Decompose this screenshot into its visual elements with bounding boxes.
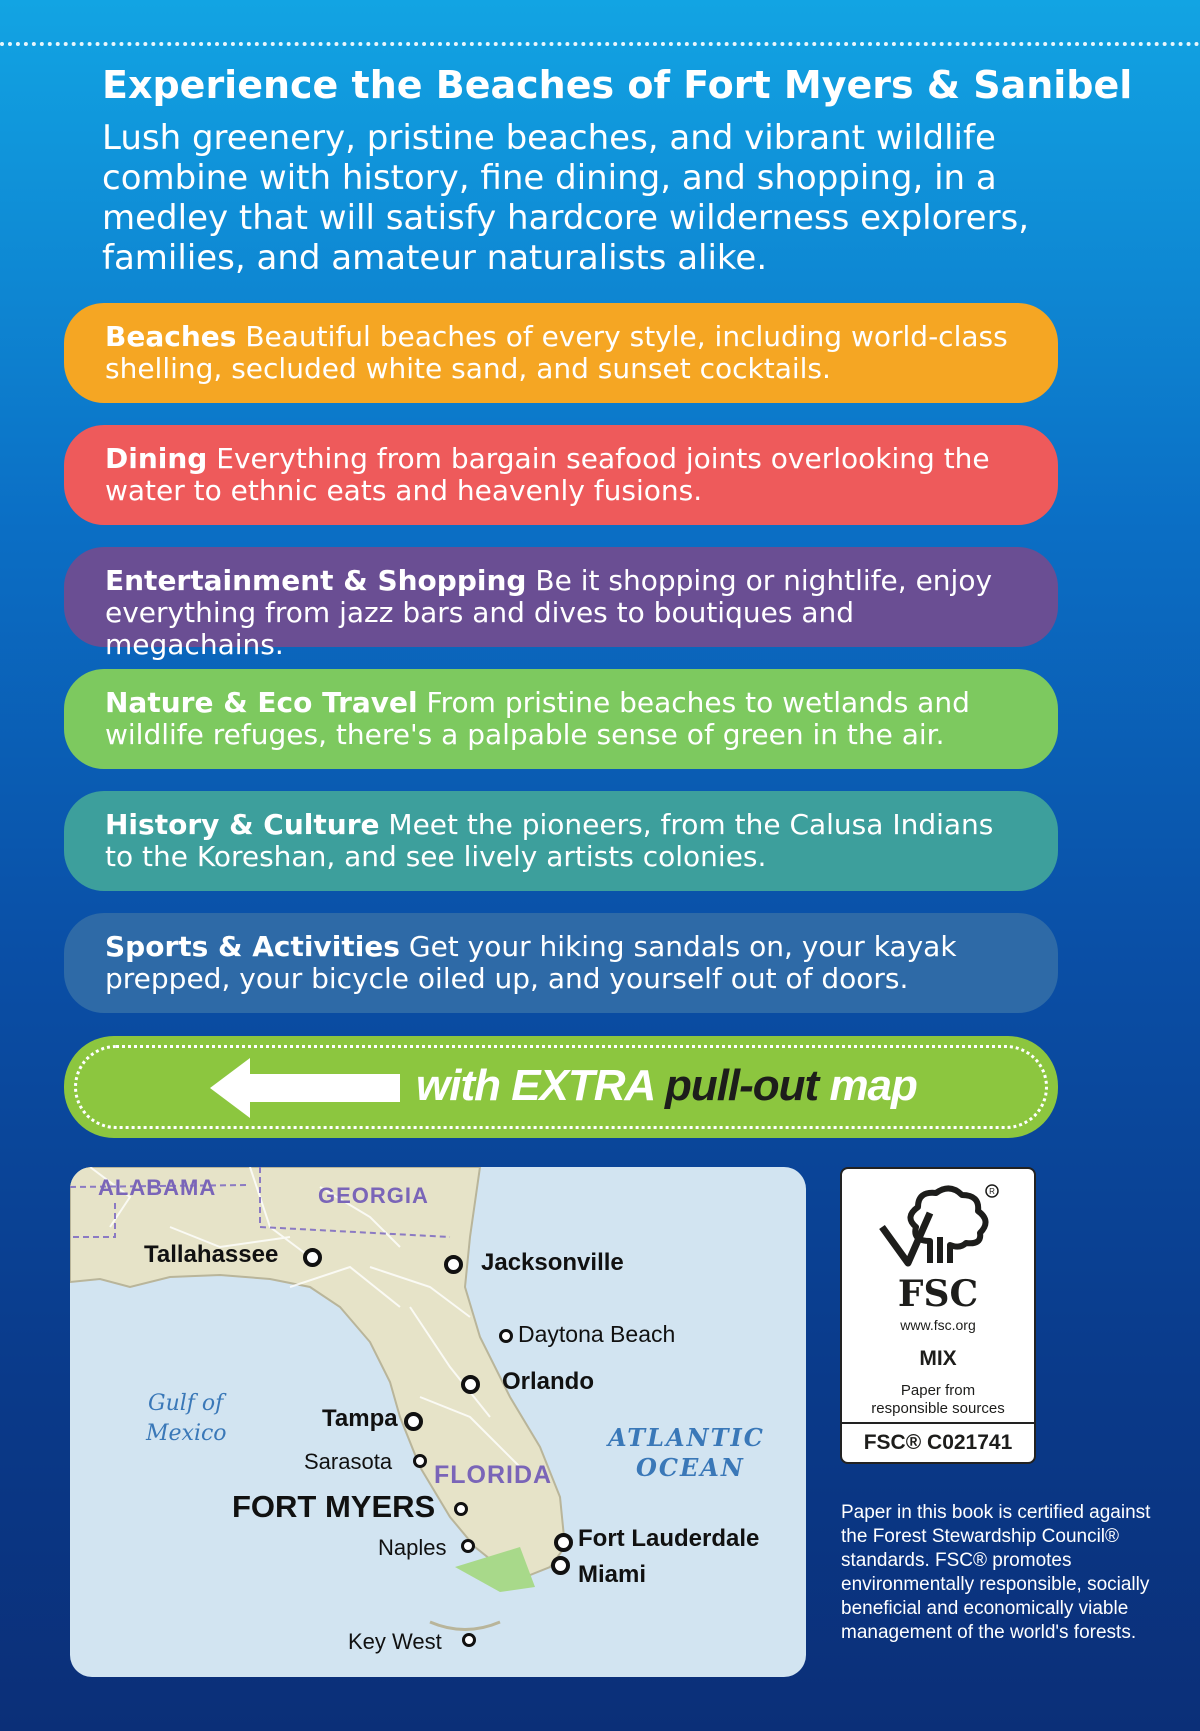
city-marker-orlando [461,1375,480,1394]
state-label-florida: FLORIDA [434,1461,553,1489]
fsc-mix: MIX [919,1347,957,1370]
intro-paragraph: Lush greenery, pristine beaches, and vibrant wildlife combine with history, fine dining, and shopping, in a medley that will satisfy hardcore wilderness explorers, families, and amateur naturalists alike. [102,118,1030,278]
city-label-key-west: Key West [348,1629,442,1654]
fsc-tree-icon [878,1183,1002,1275]
fsc-paper-line-2: responsible sources [871,1400,1005,1417]
fsc-logo-text: FSC [897,1273,979,1315]
state-label-alabama: ALABAMA [98,1175,217,1200]
category-text: Meet the pioneers, from the Calusa Indians to the Koreshan, and see lively artists colonies. [105,808,994,873]
city-label-fort-myers: FORT MYERS [232,1489,436,1524]
city-marker-jacksonville [444,1255,463,1274]
category-name: Nature & Eco Travel [105,686,418,719]
category-beaches [64,303,1058,403]
water-label-gulf-2: Mexico [146,1421,227,1446]
city-marker-tallahassee [303,1248,322,1267]
category-name: Dining [105,442,208,475]
city-label-orlando: Orlando [502,1368,595,1395]
banner-prefix: with EXTRA [416,1061,654,1110]
category-entertainment-shopping [64,547,1058,661]
water-label-atlantic-2: OCEAN [636,1453,745,1482]
category-text: Be it shopping or nightlife, enjoy everything from jazz bars and dives to boutiques and megachains. [105,564,993,661]
category-name: Beaches [105,320,237,353]
water-label-gulf-1: Gulf of [148,1391,224,1416]
fsc-code: FSC® C021741 [863,1431,1013,1454]
fsc-divider [842,1422,1034,1424]
category-text: Get your hiking sandals on, your kayak prepped, your bicycle oiled up, and yourself out of doors. [105,930,957,995]
state-label-georgia: GEORGIA [318,1183,429,1208]
city-marker-naples [461,1539,475,1553]
city-marker-sarasota [413,1454,427,1468]
city-label-jacksonville: Jacksonville [481,1249,624,1276]
city-marker-fort-myers [454,1502,468,1516]
page-title: Experience the Beaches of Fort Myers & Sanibel [102,63,1133,107]
category-dining [64,425,1058,525]
category-text: Everything from bargain seafood joints overlooking the water to ethnic eats and heavenly fusions. [105,442,990,507]
banner-text [416,1056,917,1116]
city-label-fort-lauderdale: Fort Lauderdale [578,1525,760,1552]
city-marker-tampa [404,1412,423,1431]
water-label-atlantic-1: ATLANTIC [608,1423,765,1452]
fsc-note: Paper in this book is certified against the Forest Stewardship Council® standards. FSC® promotes environmentally responsible, socially beneficial and economically viable management of the world's forests. [841,1502,1151,1643]
city-label-sarasota: Sarasota [304,1449,393,1474]
city-label-tampa: Tampa [322,1405,398,1432]
city-label-miami: Miami [578,1561,647,1588]
dotted-divider [0,42,1200,46]
svg-text:R: R [989,1187,995,1196]
category-nature-eco-travel [64,669,1058,769]
city-marker-miami [551,1556,570,1575]
category-name: Entertainment & Shopping [105,564,527,597]
category-name: History & Culture [105,808,380,841]
category-sports-activities [64,913,1058,1013]
banner-highlight: pull-out [664,1061,819,1110]
city-marker-key-west [462,1633,476,1647]
category-name: Sports & Activities [105,930,400,963]
banner-suffix: map [829,1061,917,1110]
category-history-culture [64,791,1058,891]
pull-out-map-banner [64,1036,1058,1138]
city-label-naples: Naples [378,1535,447,1560]
category-text: Beautiful beaches of every style, including world-class shelling, secluded white sand, and sunset cocktails. [105,320,1008,385]
city-label-daytona: Daytona Beach [518,1321,676,1347]
city-marker-fort-lauderdale [554,1533,573,1552]
fsc-paper-line-1: Paper from [900,1382,976,1399]
fsc-url: www.fsc.org [900,1317,976,1333]
fsc-certification-badge [840,1167,1036,1464]
city-marker-daytona [499,1329,513,1343]
fsc-paper-label [842,1382,1034,1418]
arrow-left-icon [210,1058,400,1118]
florida-map [70,1167,806,1677]
city-label-tallahassee: Tallahassee [144,1241,279,1268]
category-text: From pristine beaches to wetlands and wildlife refuges, there's a palpable sense of green in the air. [105,686,970,751]
